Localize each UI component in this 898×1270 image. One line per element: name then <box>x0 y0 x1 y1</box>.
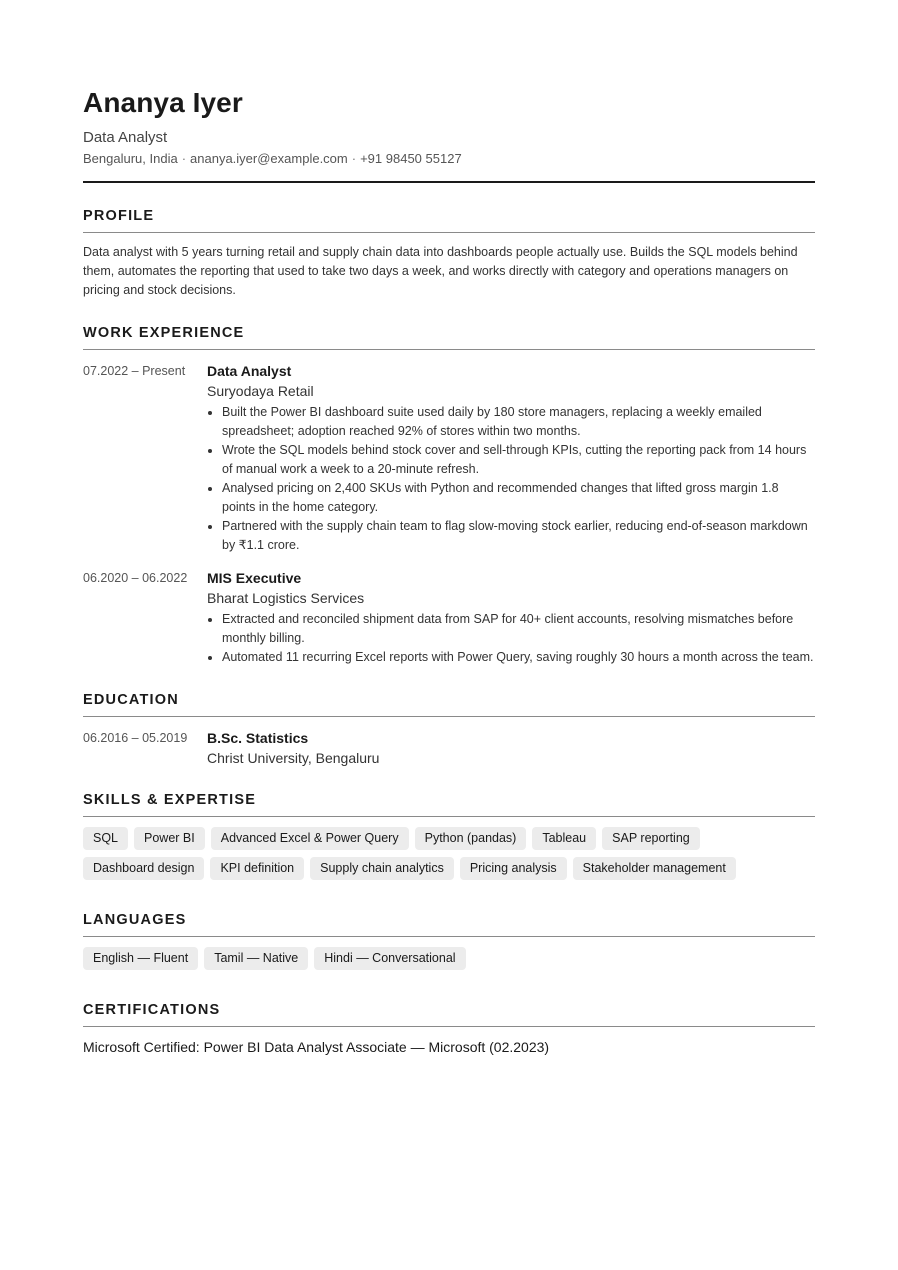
section-heading: EDUCATION <box>83 691 815 717</box>
job-title: Data Analyst <box>207 363 292 379</box>
skill-tag: Dashboard design <box>83 857 204 880</box>
language-tag: Tamil — Native <box>204 947 308 970</box>
contact-location: Bengaluru, India <box>83 151 178 166</box>
profile-summary: Data analyst with 5 years turning retail and supply chain data into dashboards people actually use. Builds the SQL models behind them, automates the reporting that used to take two days a week, and works directly with category and operations managers on pricing and stock decisions. <box>83 245 798 297</box>
skill-tag: Python (pandas) <box>415 827 527 850</box>
education-details <box>207 729 815 767</box>
languages-section <box>83 911 815 977</box>
job-bullets <box>207 610 815 667</box>
resume-content <box>83 87 815 1056</box>
job-dates: 06.2020 – 06.2022 <box>83 571 188 585</box>
job-bullet: • Extracted and reconciled shipment data from SAP for 40+ client accounts, resolving mismatches before monthly billing. <box>222 610 815 648</box>
contact-phone[interactable]: +91 98450 55127 <box>360 151 462 166</box>
language-tag: English — Fluent <box>83 947 198 970</box>
contact-email[interactable]: ananya.iyer@example.com <box>190 151 348 166</box>
education-school: Christ University, Bengaluru <box>207 750 380 766</box>
skill-tag: Advanced Excel & Power Query <box>211 827 409 850</box>
skills-section <box>83 791 815 887</box>
job-company: Suryodaya Retail <box>207 383 314 399</box>
skill-tag: KPI definition <box>210 857 304 880</box>
section-heading: PROFILE <box>83 207 815 233</box>
contact-separator: · <box>351 151 357 166</box>
education-dates: 06.2016 – 05.2019 <box>83 731 188 745</box>
section-heading: LANGUAGES <box>83 911 815 937</box>
resume-header <box>83 87 815 183</box>
skills-tags <box>83 827 815 887</box>
job-entry <box>83 569 815 667</box>
job-title: MIS Executive <box>207 570 302 586</box>
header-divider <box>83 181 815 183</box>
job-dates: 07.2022 – Present <box>83 364 186 378</box>
skill-tag: Supply chain analytics <box>310 857 454 880</box>
candidate-title: Data Analyst <box>83 129 168 146</box>
certification-item: Microsoft Certified: Power BI Data Analyst Associate — Microsoft (02.2023) <box>83 1039 550 1055</box>
job-bullet: • Wrote the SQL models behind stock cover and sell-through KPIs, cutting the reporting pack from 14 hours of manual work a week to a 20-minute refresh. <box>222 441 815 479</box>
candidate-name: Ananya Iyer <box>83 87 243 118</box>
job-details <box>207 569 815 667</box>
skill-tag: SQL <box>83 827 128 850</box>
language-tags <box>83 947 815 977</box>
language-tag: Hindi — Conversational <box>314 947 465 970</box>
education-entry <box>83 729 815 767</box>
job-company: Bharat Logistics Services <box>207 590 365 606</box>
education-degree: B.Sc. Statistics <box>207 730 309 746</box>
job-bullet: • Partnered with the supply chain team to flag slow-moving stock earlier, reducing end-of-season markdown by ₹1.1 crore. <box>222 517 815 555</box>
section-heading: SKILLS & EXPERTISE <box>83 791 815 817</box>
certifications-section <box>83 1001 815 1056</box>
section-heading: WORK EXPERIENCE <box>83 324 815 350</box>
job-entry <box>83 362 815 555</box>
job-bullet: • Analysed pricing on 2,400 SKUs with Python and recommended changes that lifted gross margin 1.8 points in the home category. <box>222 479 815 517</box>
job-bullet: • Built the Power BI dashboard suite used daily by 180 store managers, replacing a weekly emailed spreadsheet; adoption reached 92% of stores within two months. <box>222 403 815 441</box>
profile-section <box>83 207 815 300</box>
education-section <box>83 691 815 767</box>
job-bullet: • Automated 11 recurring Excel reports with Power Query, saving roughly 30 hours a month across the team. <box>222 648 815 667</box>
experience-section <box>83 324 815 667</box>
skill-tag: Stakeholder management <box>573 857 736 880</box>
contact-line <box>83 151 815 167</box>
skill-tag: Tableau <box>532 827 596 850</box>
job-details <box>207 362 815 555</box>
section-heading: CERTIFICATIONS <box>83 1001 815 1027</box>
skill-tag: Power BI <box>134 827 205 850</box>
skill-tag: Pricing analysis <box>460 857 567 880</box>
contact-separator: · <box>181 151 187 166</box>
skill-tag: SAP reporting <box>602 827 700 850</box>
job-bullets <box>207 403 815 555</box>
